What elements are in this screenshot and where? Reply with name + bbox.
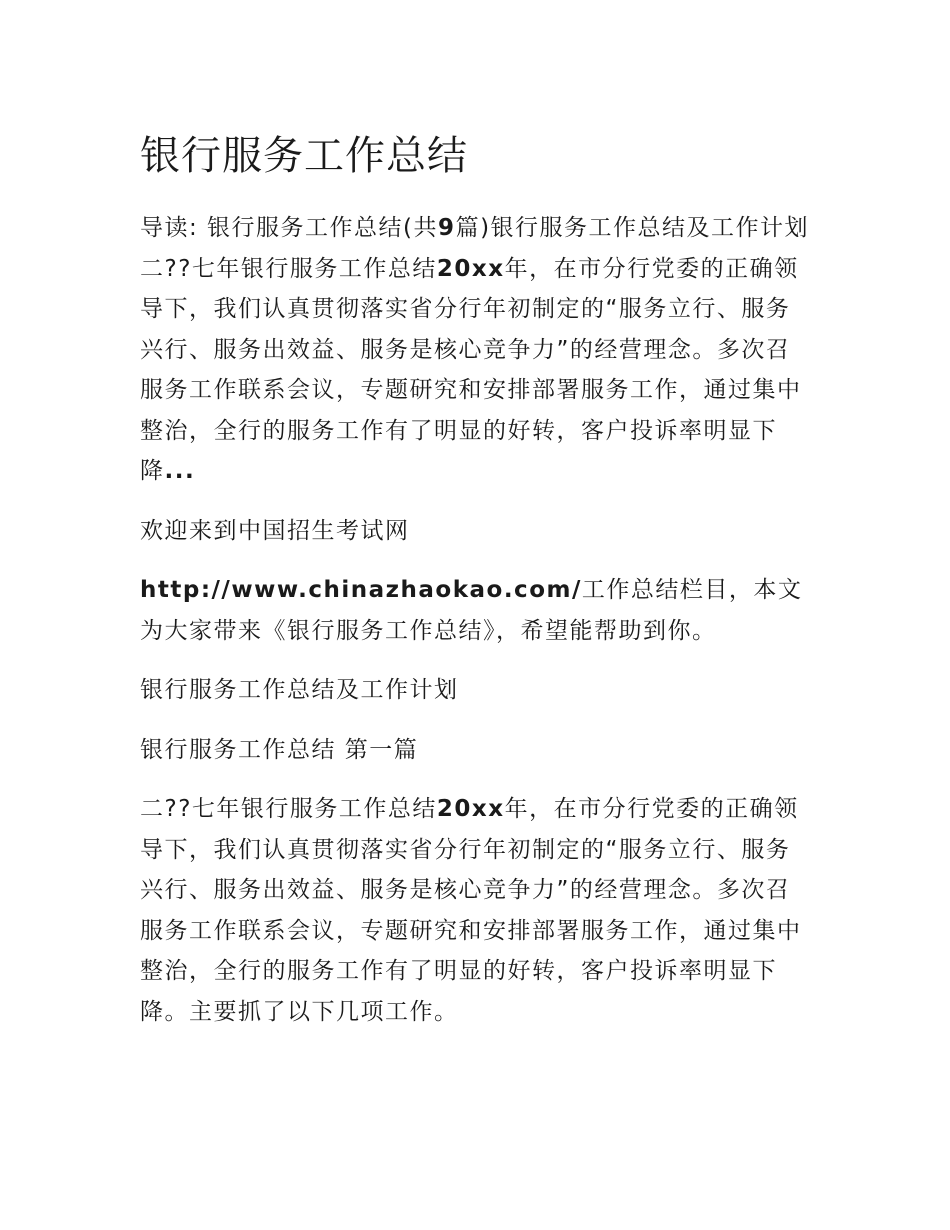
intro-paragraph: [140, 208, 810, 492]
url-paragraph-text: 工作总结栏目，本文为大家带来《银行服务工作总结》，希望能帮助到你。: [140, 577, 803, 644]
document-page: [140, 128, 810, 1032]
url-paragraph: [140, 570, 810, 651]
welcome-paragraph: 欢迎来到中国招生考试网: [140, 517, 410, 544]
site-url: http://www.chinazhaokao.com/: [140, 577, 582, 603]
intro-text-1: 导读: 银行服务工作总结(共: [140, 215, 439, 241]
body-text-1: 二??七年银行服务工作总结: [140, 796, 437, 822]
intro-number-1: 9: [438, 215, 456, 241]
section-heading-plan: 银行服务工作总结及工作计划: [140, 677, 459, 703]
body-paragraph: [140, 789, 810, 1032]
intro-number-2: 20xx: [436, 255, 505, 282]
intro-text-3: 年，在市分行党委的正确领导下，我们认真贯彻落实省分行年初制定的“服务立行、服务兴行、服务出效益、服务是核心竞争力”的经营理念。多次召服务工作联系会议，专题研究和安排部署服务工作，通过集中整治，全行的服务工作有了明显的好转，客户投诉率明显下降: [140, 255, 802, 484]
document-title: 银行服务工作总结: [140, 133, 468, 179]
section-heading-first: 银行服务工作总结 第一篇: [140, 736, 419, 763]
intro-text-2: 篇)银行服务工作总结及工作计划二??七年银行服务工作总结: [140, 215, 810, 282]
intro-ellipsis: ...: [164, 458, 196, 484]
body-number: 20xx: [436, 796, 505, 822]
body-text-2: 年，在市分行党委的正确领导下，我们认真贯彻落实省分行年初制定的“服务立行、服务兴行、服务出效益、服务是核心竞争力”的经营理念。多次召服务工作联系会议，专题研究和安排部署服务工作，通过集中整治，全行的服务工作有了明显的好转，客户投诉率明显下降。主要抓了以下几项工作。: [140, 796, 802, 1025]
